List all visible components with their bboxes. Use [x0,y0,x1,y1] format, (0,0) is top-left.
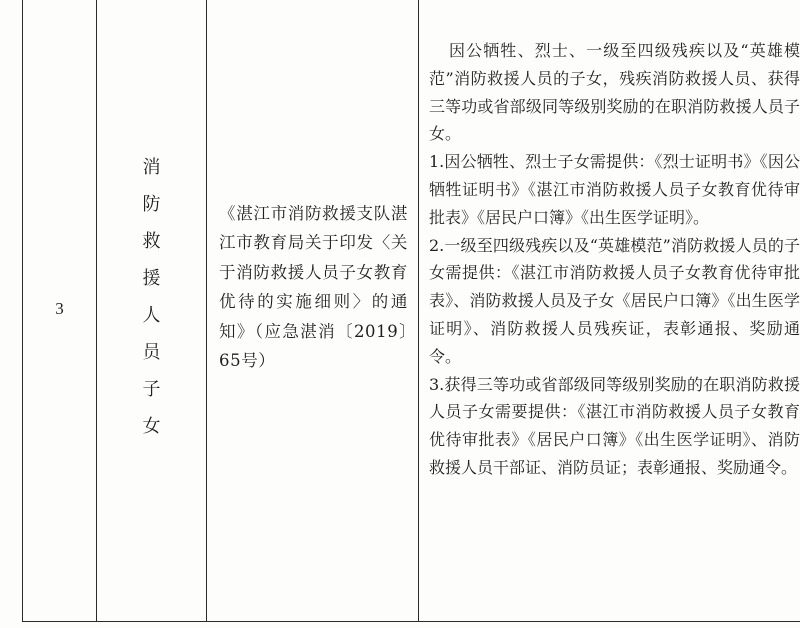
category-char: 女 [142,416,161,437]
category-char: 消 [142,157,161,178]
category-char: 援 [142,268,161,289]
category-char: 子 [142,379,161,400]
requirement-item: 3.获得三等功或省部级同等级别奖励的在职消防救援人员子女需要提供：《湛江市消防救援人员子女教育优待审批表》《居民户口簿》《出生医学证明》、消防救援人员干部证、消防员证；表彰通报、奖励通令。 [429,374,800,477]
requirements-cell [419,0,800,622]
category-char: 救 [142,231,161,252]
row-number-cell [23,0,97,622]
table-row [23,0,800,622]
category-char: 人 [142,305,161,326]
category-vertical-text [143,149,161,445]
requirements-list [429,0,800,482]
category-char: 防 [142,194,161,215]
row-number: 3 [55,299,64,318]
requirement-item: 2.一级至四级残疾以及“英雄模范”消防救援人员的子女需提供：《湛江市消防救援人员子女教育优待审批表》、消防救援人员及子女《居民户口簿》《出生医学证明》、消防救援人员残疾证，表彰通报、奖励通令。 [429,235,800,366]
category-cell [97,0,207,622]
policy-basis-cell [207,0,419,622]
category-char: 员 [142,342,161,363]
requirement-item: 1.因公牺牲、烈士子女需提供：《烈士证明书》《因公牺牲证明书》《湛江市消防救援人员子女教育优待审批表》《居民户口簿》《出生医学证明》。 [429,152,800,227]
policy-table [22,0,800,622]
requirement-intro: 因公牺牲、烈士、一级至四级残疾以及“英雄模范”消防救援人员的子女，残疾消防救援人员、获得三等功或省部级同等级别奖励的在职消防救援人员子女。 [429,41,800,144]
policy-basis-text: 《湛江市消防救援支队湛江市教育局关于印发〈关于消防救援人员子女教育优待的实施细则〉的通知》（应急湛消〔2019〕65号） [219,203,408,370]
